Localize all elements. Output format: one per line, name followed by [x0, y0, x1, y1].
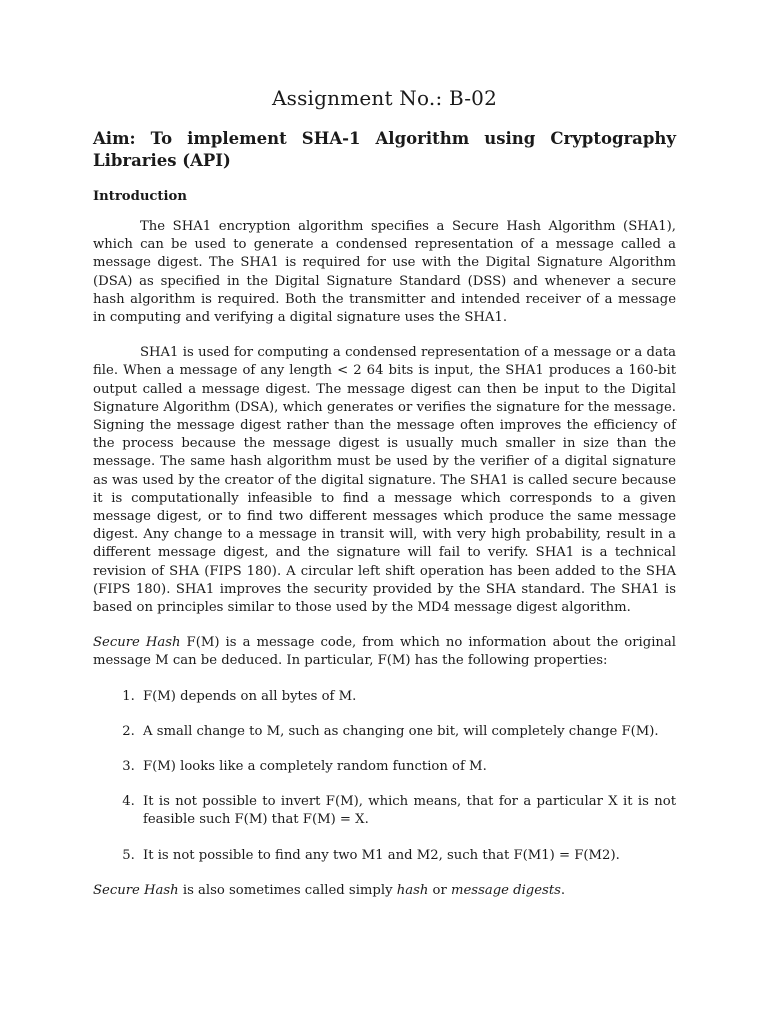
list-item: 4. It is not possible to invert F(M), which means, that for a particular X it is not feasible such F(M) that F(M) = X.: [139, 793, 676, 829]
properties-list: [93, 688, 676, 865]
closing-text-2: or: [428, 882, 451, 898]
intro-paragraph-1: The SHA1 encryption algorithm specifies a Secure Hash Algorithm (SHA1), which can be used to generate a condensed representation of a message called a message digest. The SHA1 is required for use with the Digital Signature Algorithm (DSA) as specified in the Digital Signature Standard (DSS) and whenever a secure hash algorithm is required. Both the transmitter and intended receiver of a message in computing and verifying a digital signature uses the SHA1.: [93, 219, 676, 326]
closing-text-1: is also sometimes called simply: [178, 882, 397, 898]
secure-hash-definition: [93, 634, 676, 670]
closing-term: Secure Hash: [93, 882, 179, 898]
list-item: 2. A small change to M, such as changing one bit, will completely change F(M).: [139, 723, 676, 741]
list-item: 3. F(M) looks like a completely random function of M.: [139, 758, 676, 776]
list-item: 5. It is not possible to find any two M1 and M2, such that F(M1) = F(M2).: [139, 847, 676, 865]
secure-hash-definition-text: F(M) is a message code, from which no information about the original message M can be deduced. In particular, F(M) has the following properties:: [93, 635, 676, 669]
aim-heading: Aim: To implement SHA-1 Algorithm using Cryptography Libraries (API): [93, 129, 676, 170]
introduction-heading: Introduction: [93, 189, 187, 204]
secure-hash-term: Secure Hash: [93, 635, 181, 651]
intro-paragraph-2: SHA1 is used for computing a condensed representation of a message or a data file. When a message of any length < 2 64 bits is input, the SHA1 produces a 160-bit output called a message digest. The message digest can then be input to the Digital Signature Algorithm (DSA), which generates or verifies the signature for the message. Signing the message digest rather than the message often improves the efficiency of the process because the message digest is usually much smaller in size than the message. The same hash algorithm must be used by the verifier of a digital signature as was used by the creator of the digital signature. The SHA1 is called secure because it is computationally infeasible to find a message which corresponds to a given message digest, or to find two different messages which produce the same message digest. Any change to a message in transit will, with very high probability, result in a different message digest, and the signature will fail to verify. SHA1 is a technical revision of SHA (FIPS 180). A circular left shift operation has been added to the SHA (FIPS 180). SHA1 improves the security provided by the SHA standard. The SHA1 is based on principles similar to those used by the MD4 message digest algorithm.: [93, 345, 676, 616]
closing-alt-hash: hash: [396, 882, 429, 898]
closing-alt-digests: message digests: [451, 882, 561, 898]
list-item: 1. F(M) depends on all bytes of M.: [139, 688, 676, 706]
page-title: Assignment No.: B-02: [271, 86, 498, 110]
closing-sentence: [93, 882, 676, 900]
closing-end: .: [560, 882, 566, 898]
